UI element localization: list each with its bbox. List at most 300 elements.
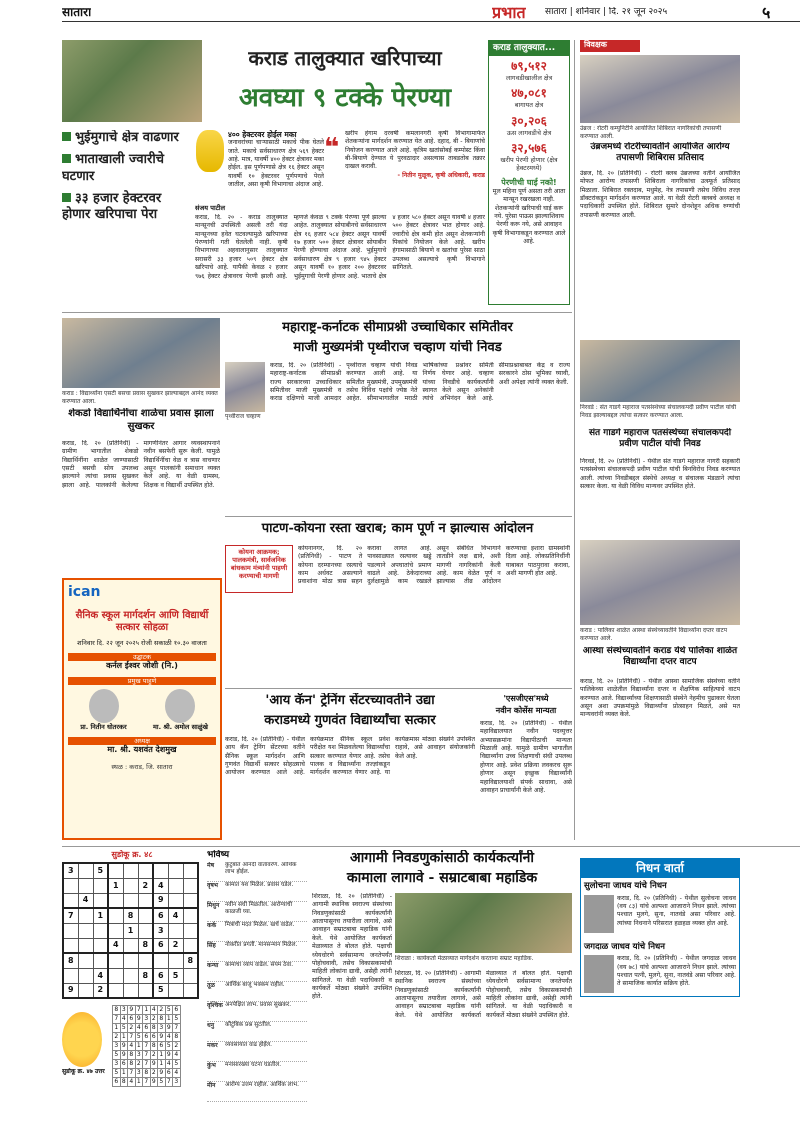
health-camp-text: उंब्रज, दि. २० (प्रतिनिधी) - रोटरी क्लब उंब्रजच्या वतीने आयोजित मोफत आरोग्य तपासणी शिबिराला नागरिकांचा उत्स्फूर्त प्रतिसाद मिळाला. शिबिरात रक्तदाब, मधुमेह, नेत्र तपासणी तसेच विविध तज्ज्ञ डॉक्टरांकडून मार्गदर्शन करण्यात आले. या वेळी रोटरी क्लबचे अध्यक्ष व पदाधिकारी उपस्थित होते. शिबिरात सुमारे दोनशेहून अधिक रुग्णांची तपासणी करण्यात आली.	[580, 170, 740, 219]
sudoku-cell	[78, 923, 93, 938]
ad-guest-2: मा. श्री. अमोल साळुंखे	[153, 722, 208, 731]
stat-value: ७९,५१२	[511, 59, 547, 74]
answer-cell: 6	[174, 1006, 179, 1014]
sudoku-cell: 1	[108, 878, 123, 893]
horoscope-row	[207, 902, 307, 922]
lead-bullet: ३३ हजार हेक्टरवर होणार खरिपाचा पेरा	[62, 190, 162, 222]
sudoku-cell: 4	[108, 938, 123, 953]
answer-cell: 5	[121, 1024, 126, 1032]
horoscope-list	[207, 862, 307, 1102]
obituary-text-1: कराड, दि. २० (प्रतिनिधी) - येथील सुलोचना जाधव (वय ८३) यांचे अल्पशा आजाराने निधन झाले. त्यांच्या पश्चात मुलगे, सुना, नातवंडे असा परिवार आहे. त्यांच्या निधनाने परिसरात हळहळ व्यक्त होत आहे.	[617, 894, 736, 927]
section-city: सातारा	[62, 5, 92, 19]
sudoku-cell	[183, 863, 198, 878]
chavan-headline-2: माजी मुख्यमंत्री पृथ्वीराज चव्हाण यांची निवड	[293, 340, 502, 355]
answer-cell: 7	[144, 1042, 149, 1050]
answer-cell: 7	[129, 1033, 134, 1041]
masthead-brand: प्रभात	[492, 3, 526, 22]
answer-cell: 2	[114, 1033, 119, 1041]
sudoku-cell	[78, 983, 93, 998]
stats-sidebar	[488, 40, 570, 305]
answer-cell: 5	[166, 1042, 171, 1050]
answer-cell: 7	[144, 1051, 149, 1059]
photo-caption: निरवडे : संत गाडगे महाराज पतसंस्थेच्या संचालकपदी प्रवीण पाटील यांची निवड झाल्याबद्दल त्यांचा सत्कार करण्यात आला.	[580, 404, 737, 419]
sudoku-cell: 8	[123, 908, 138, 923]
smiley-icon	[62, 1012, 102, 1067]
avatar	[89, 689, 119, 723]
sudoku-cell	[108, 893, 123, 908]
page-number: ५	[762, 3, 771, 22]
answer-cell: 9	[121, 1042, 126, 1050]
sudoku-cell	[183, 983, 198, 998]
pg-headline-1: 'एसजीएस'मध्ये	[503, 693, 549, 703]
answer-cell: 5	[114, 1051, 119, 1059]
photo-caption: कराड : पालिका शाळेत आस्था संस्थेच्यावतीने विद्यार्थ्यांना दप्तर वाटप करण्यात आले.	[580, 627, 728, 642]
answer-cell: 2	[151, 1051, 156, 1059]
horoscope-row	[207, 1002, 307, 1022]
horoscope-row	[207, 1082, 307, 1102]
sudoku-cell: 4	[153, 878, 168, 893]
answer-cell: 7	[144, 1078, 149, 1086]
stat-value: ४७,०८१	[511, 86, 547, 101]
section-label: विवक्षक	[580, 40, 640, 52]
avatar	[584, 895, 614, 933]
bus-photo	[62, 318, 220, 388]
answer-cell: 5	[136, 1033, 141, 1041]
horoscope-sign: कर्क	[207, 922, 217, 929]
ad-venue: स्थळ : कराड, जि. सातारा	[111, 763, 173, 772]
answer-cell: 1	[166, 1015, 171, 1023]
answer-cell: 5	[166, 1006, 171, 1014]
answer-cell: 1	[144, 1006, 149, 1014]
answer-cell: 4	[136, 1024, 141, 1032]
horoscope-text: मनासारख्या घटना घडतील.	[225, 1062, 282, 1068]
road-box: कोयना आक्रमक; पालकमंत्री, सार्वजनिक बांधकाम मंत्र्यांनी पाहणी करण्याची मागणी	[225, 545, 293, 593]
answer-cell: 8	[151, 1042, 156, 1050]
answer-cell: 7	[114, 1015, 119, 1023]
answer-cell: 3	[136, 1069, 141, 1077]
sudoku-cell: 1	[123, 923, 138, 938]
sudoku-cell	[138, 983, 153, 998]
section-rule	[225, 688, 572, 689]
ad-guest-label: प्रमुख पाहुणे	[68, 677, 216, 685]
answer-cell: 4	[151, 1006, 156, 1014]
horoscope-text: कौटुंबिक प्रश्न सुटतील.	[225, 1022, 272, 1028]
sudoku-cell: 2	[168, 938, 183, 953]
answer-cell: 6	[166, 1069, 171, 1077]
sudoku-cell	[168, 878, 183, 893]
sudoku-cell: 5	[168, 968, 183, 983]
answer-cell: 2	[174, 1042, 179, 1050]
lead-bullets	[62, 130, 192, 223]
sudoku-cell	[138, 923, 153, 938]
horoscope-text: नवीन संधी मिळतील. आरोग्याची काळजी घ्या.	[225, 902, 293, 916]
lead-photo	[62, 40, 202, 122]
sudoku-cell	[108, 863, 123, 878]
sudoku-cell: 4	[93, 968, 108, 983]
sudoku-cell	[123, 983, 138, 998]
sudoku-cell	[123, 953, 138, 968]
photo-caption: शिराळा : कार्यकर्ता मेळाव्यात मार्गदर्शन करताना सम्राट महाडिक.	[395, 955, 534, 962]
answer-cell: 8	[151, 1024, 156, 1032]
sudoku-cell: 3	[63, 863, 78, 878]
answer-cell: 4	[129, 1078, 134, 1086]
sudoku-cell	[153, 953, 168, 968]
header-rule	[62, 6, 800, 22]
answer-cell: 3	[174, 1078, 179, 1086]
horoscope-sign: मीन	[207, 1082, 216, 1089]
answer-cell: 1	[136, 1078, 141, 1086]
answer-cell: 7	[166, 1078, 171, 1086]
horoscope-sign: वृश्चिक	[207, 1002, 223, 1009]
stat-label: खरीप पेरणी होणार (क्षेत्र हेक्टरमध्ये)	[500, 155, 558, 172]
sudoku-cell	[183, 878, 198, 893]
mahadik-text-left: शिराळा, दि. २० (प्रतिनिधी) - आगामी स्थानिक स्वराज्य संस्थांच्या निवडणुकांसाठी कार्यकर्त्यांनी आतापासूनच तयारीला लागावे, असे आवाहन सम्राटबाबा महाडिक यांनी केले. येथे आयोजित कार्यकर्ता मेळाव्यात ते बोलत होते. पक्षाची ध्येयधोरणे सर्वसामान्य जनतेपर्यंत पोहोचवावी, तसेच विकासकामांची माहिती लोकांना द्यावी, असेही त्यांनी सांगितले. या वेळी पदाधिकारी व कार्यकर्ते मोठ्या संख्येने उपस्थित होते.	[312, 893, 392, 1001]
avatar	[165, 689, 195, 723]
sudoku-cell	[168, 983, 183, 998]
sudoku-cell	[93, 953, 108, 968]
answer-cell: 6	[159, 1042, 164, 1050]
answer-cell: 6	[121, 1060, 126, 1068]
sudoku-cell	[108, 968, 123, 983]
answer-cell: 9	[166, 1024, 171, 1032]
answer-cell: 1	[159, 1060, 164, 1068]
answer-cell: 8	[144, 1069, 149, 1077]
answer-cell: 5	[174, 1060, 179, 1068]
answer-cell: 3	[121, 1006, 126, 1014]
answer-cell: 9	[121, 1051, 126, 1059]
sudoku-cell: 7	[63, 908, 78, 923]
horoscope-text: नोकरीत प्रगती. मानसन्मान मिळेल.	[225, 942, 298, 948]
answer-cell: 8	[121, 1078, 126, 1086]
sudoku-grid	[62, 862, 199, 999]
answer-cell: 2	[151, 1069, 156, 1077]
chavan-text: कराड, दि. २० (प्रतिनिधी) - महाराष्ट्र-कर्नाटक सीमाप्रश्नी राज्य सरकारच्या उच्चाधिकार समितीवर माजी मुख्यमंत्री व कराड दक्षिणचे माजी आमदार पृथ्वीराज चव्हाण यांची निवड करण्यात आली आहे. या समितीत मुख्यमंत्री, उपमुख्यमंत्री तसेच विविध पक्षांचे ज्येष्ठ नेते आहेत. सीमाभागातील मराठी भाषिकांच्या प्रश्नांवर समिती निर्णय घेणार आहे. चव्हाण यांच्या निवडीचे कार्यकर्त्यांनी स्वागत केले असून अनेकांनी त्यांचे अभिनंदन केले आहे. सीमाप्रश्नाबाबत केंद्र व राज्य सरकारने ठोस भूमिका घ्यावी, अशी अपेक्षा त्यांनी व्यक्त केली.	[270, 362, 570, 403]
ad-date: शनिवार दि. २२ जून २०२५ रोजी सकाळी १०.३० वाजता	[77, 638, 207, 647]
sudoku-cell	[123, 968, 138, 983]
stats-title: कराड तालुक्यात...	[489, 41, 569, 56]
lead-byline: संजय पाटील	[195, 204, 225, 212]
sudoku-cell	[108, 923, 123, 938]
answer-cell: 3	[114, 1042, 119, 1050]
quote-box	[345, 130, 485, 180]
horoscope-sign: कुंभ	[207, 1062, 216, 1069]
answer-cell: 6	[129, 1015, 134, 1023]
sudoku-cell	[108, 953, 123, 968]
lead-headline-2: अवघ्या ९ टक्के पेरण्या	[238, 83, 452, 113]
sudoku-cell: 6	[153, 968, 168, 983]
answer-cell: 5	[114, 1069, 119, 1077]
horoscope-sign: धनु	[207, 1022, 215, 1029]
sudoku-cell: 9	[63, 983, 78, 998]
horoscope-sign: तूळ	[207, 982, 215, 989]
sudoku-cell: 8	[138, 938, 153, 953]
chavan-photo	[225, 362, 265, 412]
answer-cell: 8	[174, 1033, 179, 1041]
sudoku-cell	[183, 908, 198, 923]
section-rule	[225, 516, 572, 517]
sudoku-cell: 5	[153, 983, 168, 998]
society-photo	[580, 340, 740, 402]
bag-distribution-text: कराड, दि. २० (प्रतिनिधी) - येथील आस्था सामाजिक संस्थेच्या वतीने पालिकेच्या शाळेतील विद्यार्थ्यांना दप्तर व शैक्षणिक साहित्याचे वाटप करण्यात आले. विद्यार्थ्यांच्या शिक्षणासाठी संस्थेने नेहमीच पुढाकार घेतला असून अशा उपक्रमांमुळे विद्यार्थ्यांना प्रोत्साहन मिळते, असे मत मान्यवरांनी व्यक्त केले.	[580, 678, 740, 719]
health-camp-headline: उंब्रजमध्ये रोटरीच्यावतीने आयोजित आरोग्य तपासणी शिबिरास प्रतिसाद	[590, 142, 730, 164]
sudoku-cell	[138, 953, 153, 968]
corn-box	[228, 130, 324, 190]
sudoku-cell: 9	[153, 893, 168, 908]
ad-brand: ican	[68, 584, 101, 600]
answer-cell: 8	[159, 1015, 164, 1023]
sudoku-cell: 4	[78, 893, 93, 908]
answer-cell: 3	[136, 1051, 141, 1059]
sudoku-cell	[183, 938, 198, 953]
bag-distribution-headline: आस्था संस्थेच्यावतीने कराड येथे पालिका शाळेत विद्यार्थ्यांना दप्तर वाटप	[582, 646, 738, 668]
horoscope-text: अनपेक्षित लाभ. प्रवास सुखकर.	[225, 1002, 292, 1008]
advice-title: पेरणीची घाई नको!	[501, 177, 557, 187]
sudoku-cell	[138, 893, 153, 908]
answer-cell: 9	[159, 1033, 164, 1041]
answer-cell: 4	[174, 1069, 179, 1077]
horoscope-text: आरोग्य उत्तम राहील. आर्थिक लाभ.	[225, 1082, 299, 1088]
sudoku-cell	[168, 863, 183, 878]
sudoku-cell: 6	[153, 938, 168, 953]
sudoku-cell	[78, 908, 93, 923]
section-rule	[62, 846, 800, 847]
sudoku-cell	[108, 983, 123, 998]
pg-text: कराड, दि. २० (प्रतिनिधी) - येथील महाविद्यालयात नवीन पदव्युत्तर अभ्यासक्रमांना विद्यापीठाची मान्यता मिळाली आहे. यामुळे ग्रामीण भागातील विद्यार्थ्यांना उच्च शिक्षणाची संधी उपलब्ध होणार आहे. प्रवेश प्रक्रिया लवकरच सुरू होणार असून इच्छुक विद्यार्थ्यांनी महाविद्यालयाशी संपर्क साधावा, असे आवाहन प्राचार्यांनी केले आहे.	[480, 720, 572, 794]
horoscope-sign: वृषभ	[207, 882, 219, 889]
chavan-caption: पृथ्वीराज चव्हाण	[225, 413, 261, 420]
lead-bullet: भाताखाली ज्वारीचे घटणार	[62, 152, 164, 184]
lead-headline-1: कराड तालुक्यात खरिपाच्या	[248, 46, 442, 70]
ad-president: मा. श्री. यशवंत देशमुख	[107, 745, 177, 755]
horoscope-text: मित्रांची मदत मिळेल. खर्च वाढेल.	[225, 922, 295, 928]
sudoku-cell: 6	[153, 908, 168, 923]
sudoku-cell	[93, 893, 108, 908]
answer-cell: 1	[121, 1033, 126, 1041]
mahadik-text: शिराळा, दि. २० (प्रतिनिधी) - आगामी स्थानिक स्वराज्य संस्थांच्या निवडणुकांसाठी कार्यकर्त्यांनी आतापासूनच तयारीला लागावे, असे आवाहन सम्राटबाबा महाडिक यांनी केले. येथे आयोजित कार्यकर्ता मेळाव्यात ते बोलत होते. पक्षाची ध्येयधोरणे सर्वसामान्य जनतेपर्यंत पोहोचवावी, तसेच विकासकामांची माहिती लोकांना द्यावी, असेही त्यांनी सांगितले. या वेळी पदाधिकारी व कार्यकर्ते मोठ्या संख्येने उपस्थित होते.	[395, 970, 572, 1019]
corn-icon	[196, 130, 224, 172]
sudoku-cell	[123, 893, 138, 908]
horoscope-sign: सिंह	[207, 942, 216, 949]
horoscope-text: कुटुंबात आनंदी वातावरण. आर्थिक लाभ होईल.	[225, 862, 297, 876]
answer-cell: 1	[114, 1024, 119, 1032]
ad-president-label: अध्यक्ष	[68, 737, 216, 745]
answer-cell: 7	[136, 1006, 141, 1014]
sudoku-answer-grid	[112, 1005, 181, 1087]
horoscope-text: व्यवसायात वाढ होईल.	[225, 1042, 273, 1048]
road-text-col1	[225, 596, 293, 676]
answer-cell: 6	[144, 1033, 149, 1041]
sudoku-cell	[123, 863, 138, 878]
answer-cell: 4	[166, 1033, 171, 1041]
sudoku-cell: 8	[138, 968, 153, 983]
sudoku-cell	[183, 893, 198, 908]
sudoku-cell: 1	[93, 908, 108, 923]
date-line: सातारा | शनिवार | दि. २१ जून २०२५	[545, 7, 668, 17]
lead-bullet: भुईमुगाचे क्षेत्र वाढणार	[62, 130, 192, 146]
sudoku-cell	[93, 878, 108, 893]
horoscope-row	[207, 862, 307, 882]
sudoku-cell	[123, 938, 138, 953]
answer-cell: 8	[129, 1060, 134, 1068]
stat-label: बागायत क्षेत्र	[514, 101, 544, 110]
answer-cell: 9	[151, 1078, 156, 1086]
sudoku-cell	[63, 938, 78, 953]
mahadik-headline-1: आगामी निवडणुकांसाठी कार्यकर्त्यांनी	[349, 850, 535, 866]
answer-cell: 4	[129, 1042, 134, 1050]
obituary-box	[580, 858, 740, 997]
stat-value: ३२,५७६	[511, 140, 547, 155]
lead-body: कराड, दि. २० - कराड तालुक्यात मान्सूनची उपस्थिती असली तरी यंदा मान्सूनच्या हवेत घटवल्यामुळे खरिपाच्या पेरण्यांनी गती घेतलेली नाही. कृषी विभागाच्या अहवालानुसार तालुक्यात सरासरी ३३ हजार ५०९ हेक्टर क्षेत्र खरिपाचे आहे. यापैकी केवळ २ हजार ९७६ हेक्टर क्षेत्रावरच पेरणी झाली आहे. म्हणजे केवळ ९ टक्के पेरण्या पूर्ण झाल्या आहेत. तालुक्यात सोयाबीनचे सर्वसाधारण क्षेत्र १६ हजार ५८४ हेक्टर असून यावर्षी १७ हजार ५०० हेक्टर क्षेत्रावर सोयाबीन पेरणी होण्याचा अंदाज आहे. भुईमुगाचे सर्वसाधारण क्षेत्र ९ हजार ९४५ हेक्टर असून यावर्षी १० हजार २०० हेक्टरवर भुईमुगाची पेरणी होणार आहे. भाताचे क्षेत्र ४ हजार ५८० हेक्टर असून यावर्षी ४ हजार ५०० हेक्टर क्षेत्रावर भात होणार आहे. ज्वारीचे क्षेत्र कमी होत असून शेतकऱ्यांनी पिकांचे नियोजन केले आहे. खरीप हंगामासाठी बियाणे व खतांचा पुरेसा साठा उपलब्ध असल्याचे कृषी विभागाने सांगितले.	[195, 214, 485, 280]
horoscope-text: आर्थिक बाजू भक्कम राहील.	[225, 982, 285, 988]
answer-cell: 6	[144, 1024, 149, 1032]
pg-headline-2: नवीन कोर्सेस मान्यता	[495, 705, 557, 715]
bus-headline: शेकडो विद्यार्थिनींचा शाळेचा प्रवास झाला सुखकर	[68, 408, 214, 432]
mahadik-headline-2: कामाला लागावे - सम्राटबाबा महाडिक	[346, 870, 538, 886]
horoscope-row	[207, 922, 307, 942]
answer-cell: 5	[159, 1078, 164, 1086]
sudoku-cell	[168, 953, 183, 968]
stat-value: ३०,२०६	[511, 113, 547, 128]
answer-cell: 2	[151, 1015, 156, 1023]
ad-guest-1: प्रा. नितीन धोतरकर	[80, 722, 127, 731]
sudoku-cell	[78, 878, 93, 893]
column-rule	[574, 40, 575, 840]
horoscope-sign: कन्या	[207, 962, 219, 969]
horoscope-row	[207, 882, 307, 902]
sudoku-cell	[63, 893, 78, 908]
horoscope-text: कामात यश मिळेल. प्रवास घडेल.	[225, 882, 294, 888]
answer-cell: 7	[174, 1024, 179, 1032]
society-headline: संत गाडगे महाराज पतसंस्थेच्या संचालकपदी प्रवीण पाटील यांची निवड	[588, 428, 732, 450]
answer-cell: 1	[121, 1069, 126, 1077]
sudoku-cell: 2	[93, 983, 108, 998]
answer-cell: 9	[136, 1015, 141, 1023]
ican-advertisement	[62, 578, 222, 840]
sudoku-cell	[138, 908, 153, 923]
ican-text: कराड, दि. २० (प्रतिनिधी) - येथील आय कॅन ट्रेनिंग सेंटरच्या वतीने सैनिक स्कूल मार्गदर्शन आणि गुणवंत विद्यार्थी सत्कार सोहळ्याचे आयोजन करण्यात आले आहे. कार्यक्रमात सैनिक स्कूल प्रवेश परीक्षेत यश मिळवलेल्या विद्यार्थ्यांचा सत्कार करण्यात येणार आहे. तसेच पालक व विद्यार्थ्यांना तज्ज्ञांकडून मार्गदर्शन करण्यात येणार आहे. या कार्यक्रमास मोठ्या संख्येने उपस्थित राहावे, असे आवाहन संयोजकांनी केले आहे.	[225, 736, 475, 777]
chavan-headline-1: महाराष्ट्र-कर्नाटक सीमाप्रश्नी उच्चाधिकार समितीवर	[282, 320, 513, 335]
answer-cell: 4	[174, 1051, 179, 1059]
answer-cell: 6	[114, 1078, 119, 1086]
society-text: निरवडे, दि. २० (प्रतिनिधी) - येथील संत गाडगे महाराज नागरी सहकारी पतसंस्थेच्या संचालकपदी प्रवीण पाटील यांची बिनविरोध निवड करण्यात आली. त्यांच्या निवडीबद्दल संस्थेचे अध्यक्ष व संचालक मंडळाने त्यांचा सत्कार केला. या वेळी विविध मान्यवर उपस्थित होते.	[580, 458, 740, 491]
horoscope-row	[207, 942, 307, 962]
answer-cell: 1	[136, 1042, 141, 1050]
horoscope-row	[207, 1022, 307, 1042]
answer-cell: 9	[151, 1060, 156, 1068]
answer-cell: 3	[114, 1060, 119, 1068]
sudoku-cell	[63, 923, 78, 938]
sudoku-cell	[93, 938, 108, 953]
answer-cell: 4	[121, 1015, 126, 1023]
sudoku-title: सुडोकू क्र. ४८	[111, 850, 153, 859]
answer-cell: 6	[151, 1033, 156, 1041]
sudoku-cell	[153, 863, 168, 878]
corn-text: जनावरांच्या चाऱ्यासाठी मकाचे पीक घेतले जाते. मकाचे सर्वसाधारण क्षेत्र ५६९ हेक्टर आहे. मात्र, यावर्षी ४०० हेक्टर क्षेत्रावर मका होईल. इस पूर्णपणासे क्षेत्र १६ हेक्टर असून यावर्षी १० हेक्टरवर पूर्णपणाचे पेरले जातील, असा कृषी विभागाचा अंदाज आहे.	[228, 139, 324, 189]
answer-cell: 1	[159, 1051, 164, 1059]
corn-title: ४०० हेक्टरवर होईल मका	[228, 130, 297, 139]
answer-cell: 2	[136, 1060, 141, 1068]
answer-cell: 9	[129, 1006, 134, 1014]
answer-label: सुडोकू क्र. ४७ उत्तर	[62, 1068, 105, 1075]
horoscope-sign: मिथुन	[207, 902, 220, 909]
ad-chief-label: उद्घाटक	[68, 653, 216, 661]
sudoku-cell	[78, 938, 93, 953]
sudoku-cell	[183, 968, 198, 983]
sudoku-cell	[93, 923, 108, 938]
horoscope-row	[207, 982, 307, 1002]
answer-cell: 3	[159, 1024, 164, 1032]
answer-cell: 8	[129, 1051, 134, 1059]
sudoku-cell: 8	[183, 953, 198, 968]
quote-text: खरीप हंगाम दरवर्षी कमलानगरी कृषी विभागामार्फत शेतकऱ्यांना मार्गदर्शन करण्यात येत आहे. दहाद, बी - बियाणांचे नियोजन करण्यात आले आहे. कृत्रिम खतांसोबई कम्पोस्ट किंवा बी-बियाणे देण्यात ये पुरवठादार असल्यास ताबडतोब तक्रार दाखल करावी.	[345, 130, 485, 171]
sudoku-cell	[108, 908, 123, 923]
ad-chief: कर्नल ईश्वर जोशी (नि.)	[106, 660, 178, 670]
answer-cell: 4	[166, 1060, 171, 1068]
horoscope-row	[207, 1042, 307, 1062]
sudoku-cell: 3	[153, 923, 168, 938]
stat-label: लागवडीखालील क्षेत्र	[505, 74, 553, 83]
sudoku-cell: 2	[138, 878, 153, 893]
obituary-text-2: कराड, दि. २० (प्रतिनिधी) - येथील जगदाळ जाधव (वय ७८) यांचे अल्पशा आजाराने निधन झाले. त्यांच्या पश्चात पत्नी, मुलगे, सुना, नातवंडे असा परिवार आहे. ते सामाजिक कार्यात सक्रिय होते.	[617, 955, 736, 988]
sudoku-cell	[183, 923, 198, 938]
answer-cell: 9	[159, 1069, 164, 1077]
road-headline: पाटण-कोयना रस्ता खराब; काम पूर्ण न झाल्यास आंदोलन	[261, 521, 534, 536]
bus-text: कराड, दि. २० (प्रतिनिधी) - ग्रामीण भागातील शेकडो विद्यार्थिनींना शाळेत जाण्यासाठी एसटी बसची सोय उपलब्ध झाल्याने त्यांचा प्रवास सुखकर झाला आहे. पालकांनी केलेल्या मागणीनंतर आगार व्यवस्थापनाने नवीन बसफेरी सुरू केली. यामुळे विद्यार्थिनींचा वेळ व त्रास वाचणार असून पालकांनी समाधान व्यक्त केले आहे. या वेळी ग्रामस्थ, शिक्षक व विद्यार्थी उपस्थित होते.	[62, 440, 220, 489]
sudoku-cell	[168, 893, 183, 908]
section-rule	[62, 312, 572, 313]
obituary-headline-1: सुलोचना जाधव यांचे निधन	[584, 881, 667, 891]
answer-cell: 2	[129, 1024, 134, 1032]
obituary-headline-2: जगदाळ जाधव यांचे निधन	[584, 941, 666, 952]
avatar	[584, 955, 614, 993]
sudoku-cell	[168, 923, 183, 938]
quote-icon: ❝	[324, 133, 340, 163]
answer-cell: 2	[159, 1006, 164, 1014]
sudoku-cell	[138, 863, 153, 878]
answer-cell: 9	[166, 1051, 171, 1059]
horoscope-sign: मेष	[207, 862, 215, 869]
sudoku-cell	[78, 863, 93, 878]
sudoku-cell	[78, 953, 93, 968]
photo-caption: कराड : विद्यार्थ्यांना एसटी बसचा प्रवास सुखकर झाल्याबद्दल आनंद व्यक्त करण्यात आला.	[62, 390, 218, 405]
ican-headline-1: 'आय कॅन' ट्रेनिंग सेंटरच्यावतीने उद्या	[265, 693, 435, 708]
horoscope-title: भविष्य	[207, 850, 230, 860]
quote-author: - नितीन मुळूक, कृषी अधिकारी, कराड	[397, 171, 485, 179]
sudoku-cell	[78, 968, 93, 983]
mahadik-photo	[395, 893, 572, 953]
answer-cell: 7	[129, 1069, 134, 1077]
sudoku-cell	[63, 968, 78, 983]
horoscope-row	[207, 962, 307, 982]
horoscope-row	[207, 1062, 307, 1082]
answer-cell: 3	[144, 1015, 149, 1023]
sudoku-cell	[63, 878, 78, 893]
answer-cell: 7	[144, 1060, 149, 1068]
advice-text: मूल महिना पूर्ण असता तरी आता मान्सून रखरखला नाही. शेतकऱ्यांनी खरिपाची घाई करू नये. पुरेसा पाऊस झाल्याशिवाय पेरणी करू नये, असे आवाहन कृषी विभागाकडून करण्यात आले आहे.	[492, 187, 566, 246]
road-text: कोयनानगर, दि. २० (प्रतिनिधी) - पाटण ते कोयना दरम्यानच्या रस्त्याचे काम अर्धवट असल्याने प्रवाशांना मोठा त्रास सहन करावा लागत आहे. पावसाळ्यात रस्त्यावर खड्डे पडल्याने अपघातांचे प्रमाण वाढले आहे. ठेकेदाराच्या दुर्लक्षामुळे काम रखडले असून संबंधित विभागाने तातडीने लक्ष द्यावे, अशी मागणी नागरिकांनी केली आहे. काम वेळेत पूर्ण न झाल्यास तीव्र आंदोलन करण्याचा इशारा ग्रामस्थांनी दिला आहे. लोकप्रतिनिधींनी याबाबत पाठपुरावा करावा, अशी मागणी होत आहे.	[298, 545, 570, 586]
sudoku-cell: 5	[93, 863, 108, 878]
horoscope-text: कामाचा व्याप वाढेल. संयम ठेवा.	[225, 962, 294, 968]
sudoku-cell: 8	[63, 953, 78, 968]
horoscope-sign: मकर	[207, 1042, 218, 1049]
photo-caption: उंब्रज : रोटरी कम्युनिटीने आयोजित शिबिरात नागरिकांची तपासणी करण्यात आली.	[580, 125, 722, 140]
stat-label: ऊस लागवडीचे क्षेत्र	[506, 128, 552, 137]
sudoku-cell	[123, 878, 138, 893]
ad-title: सैनिक स्कूल मार्गदर्शन आणि विद्यार्थी सत्कार सोहळा	[75, 609, 209, 633]
health-camp-photo	[580, 55, 740, 123]
obituary-title: निधन वार्ता	[581, 859, 739, 878]
sudoku-cell: 4	[168, 908, 183, 923]
